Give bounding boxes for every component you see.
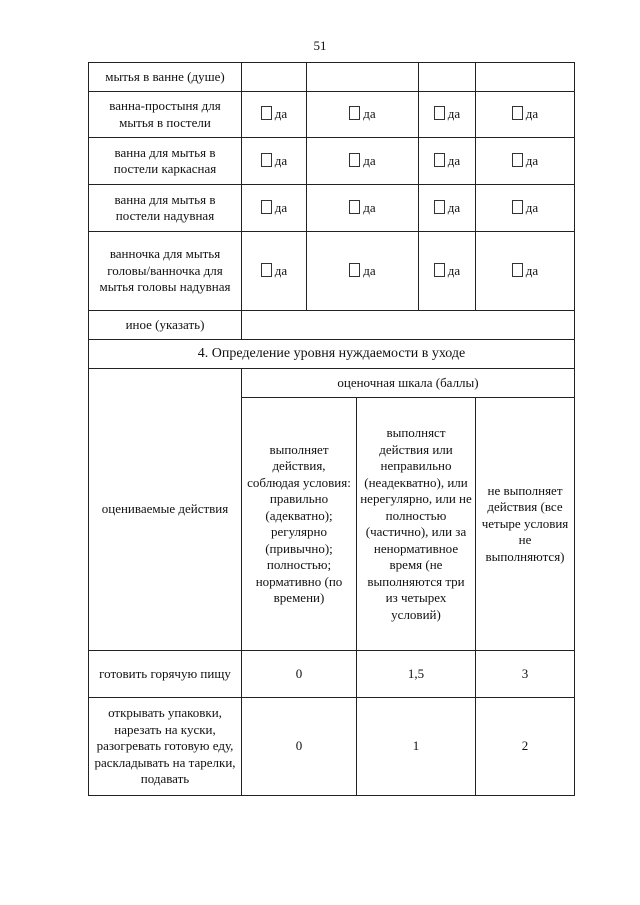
page-number: 51 bbox=[313, 38, 327, 53]
check-cell[interactable] bbox=[307, 185, 419, 232]
check-label: да bbox=[274, 106, 288, 122]
scale-column-header: выполняет действия, соблюдая условия: правильно (адекватно); регулярно (привычно); полностью; нормативно (по времени) bbox=[242, 398, 357, 651]
score-cell: 2 bbox=[476, 698, 575, 796]
care-needs-table bbox=[88, 62, 575, 796]
score-cell: 3 bbox=[476, 651, 575, 698]
table-row bbox=[89, 232, 575, 311]
scale-header: оценочная шкала (баллы) bbox=[242, 369, 575, 398]
empty-cell bbox=[476, 63, 575, 92]
check-label: да bbox=[363, 199, 376, 215]
table-row bbox=[89, 92, 575, 138]
table-row bbox=[89, 138, 575, 185]
checkbox[interactable] bbox=[349, 200, 360, 214]
checkbox[interactable] bbox=[512, 263, 523, 277]
section-title: 4. Определение уровня нуждаемости в уходе bbox=[89, 340, 575, 369]
score-cell: 1,5 bbox=[357, 651, 476, 698]
check-label: да bbox=[525, 262, 539, 278]
check-cell[interactable] bbox=[419, 232, 476, 311]
check-cell[interactable] bbox=[242, 185, 307, 232]
other-label: иное (указать) bbox=[89, 311, 242, 340]
check-cell[interactable] bbox=[419, 185, 476, 232]
table-row bbox=[89, 185, 575, 232]
table-row bbox=[89, 311, 575, 340]
score-cell: 1 bbox=[357, 698, 476, 796]
check-cell[interactable] bbox=[476, 185, 575, 232]
checkbox[interactable] bbox=[261, 200, 272, 214]
check-cell[interactable] bbox=[307, 92, 419, 138]
table-row bbox=[89, 651, 575, 698]
check-label: да bbox=[525, 199, 539, 215]
checkbox[interactable] bbox=[434, 106, 445, 120]
table-row bbox=[89, 369, 575, 398]
device-label: ванна-простыня для мытья в постели bbox=[89, 92, 242, 138]
check-label: да bbox=[447, 106, 461, 122]
device-label: ванна для мытья в постели надувная bbox=[89, 185, 242, 232]
action-label: открывать упаковки, нарезать на куски, разогревать готовую еду, раскладывать на тарелки, подавать bbox=[89, 698, 242, 796]
check-label: да bbox=[525, 152, 539, 168]
check-cell[interactable] bbox=[307, 138, 419, 185]
table-row bbox=[89, 63, 575, 92]
checkbox[interactable] bbox=[261, 153, 272, 167]
device-label: ванночка для мытья головы/ванночка для мытья головы надувная bbox=[89, 232, 242, 311]
checkbox[interactable] bbox=[349, 106, 360, 120]
check-label: да bbox=[363, 262, 376, 278]
device-label: мытья в ванне (душе) bbox=[89, 63, 242, 92]
table-row bbox=[89, 698, 575, 796]
check-cell[interactable] bbox=[242, 232, 307, 311]
checkbox[interactable] bbox=[434, 200, 445, 214]
check-label: да bbox=[363, 106, 376, 122]
check-label: да bbox=[274, 262, 288, 278]
check-label: да bbox=[447, 199, 461, 215]
actions-header: оцениваемые действия bbox=[89, 369, 242, 651]
checkbox[interactable] bbox=[434, 153, 445, 167]
empty-cell bbox=[242, 63, 307, 92]
checkbox[interactable] bbox=[261, 263, 272, 277]
checkbox[interactable] bbox=[349, 263, 360, 277]
section-title-row bbox=[89, 340, 575, 369]
check-label: да bbox=[447, 152, 461, 168]
check-cell[interactable] bbox=[476, 138, 575, 185]
checkbox[interactable] bbox=[512, 106, 523, 120]
check-label: да bbox=[363, 152, 376, 168]
score-cell: 0 bbox=[242, 651, 357, 698]
checkbox[interactable] bbox=[512, 200, 523, 214]
check-label: да bbox=[274, 199, 288, 215]
device-label: ванна для мытья в постели каркасная bbox=[89, 138, 242, 185]
checkbox[interactable] bbox=[349, 153, 360, 167]
check-label: да bbox=[447, 262, 461, 278]
score-cell: 0 bbox=[242, 698, 357, 796]
check-label: да bbox=[525, 106, 539, 122]
scale-column-header: не выполняет действия (все четыре условия не выполняются) bbox=[476, 398, 575, 651]
other-value[interactable] bbox=[242, 311, 575, 340]
checkbox[interactable] bbox=[434, 263, 445, 277]
check-cell[interactable] bbox=[307, 232, 419, 311]
empty-cell bbox=[419, 63, 476, 92]
empty-cell bbox=[307, 63, 419, 92]
check-cell[interactable] bbox=[419, 138, 476, 185]
checkbox[interactable] bbox=[261, 106, 272, 120]
check-cell[interactable] bbox=[242, 92, 307, 138]
check-cell[interactable] bbox=[476, 232, 575, 311]
action-label: готовить горячую пищу bbox=[89, 651, 242, 698]
checkbox[interactable] bbox=[512, 153, 523, 167]
scale-column-header: выполняст действия или неправильно (неадекватно), или нерегулярно, или не полностью (частично), или за ненормативное время (не выполняются три из четырех условий) bbox=[357, 398, 476, 651]
check-cell[interactable] bbox=[419, 92, 476, 138]
check-label: да bbox=[274, 152, 288, 168]
check-cell[interactable] bbox=[242, 138, 307, 185]
check-cell[interactable] bbox=[476, 92, 575, 138]
